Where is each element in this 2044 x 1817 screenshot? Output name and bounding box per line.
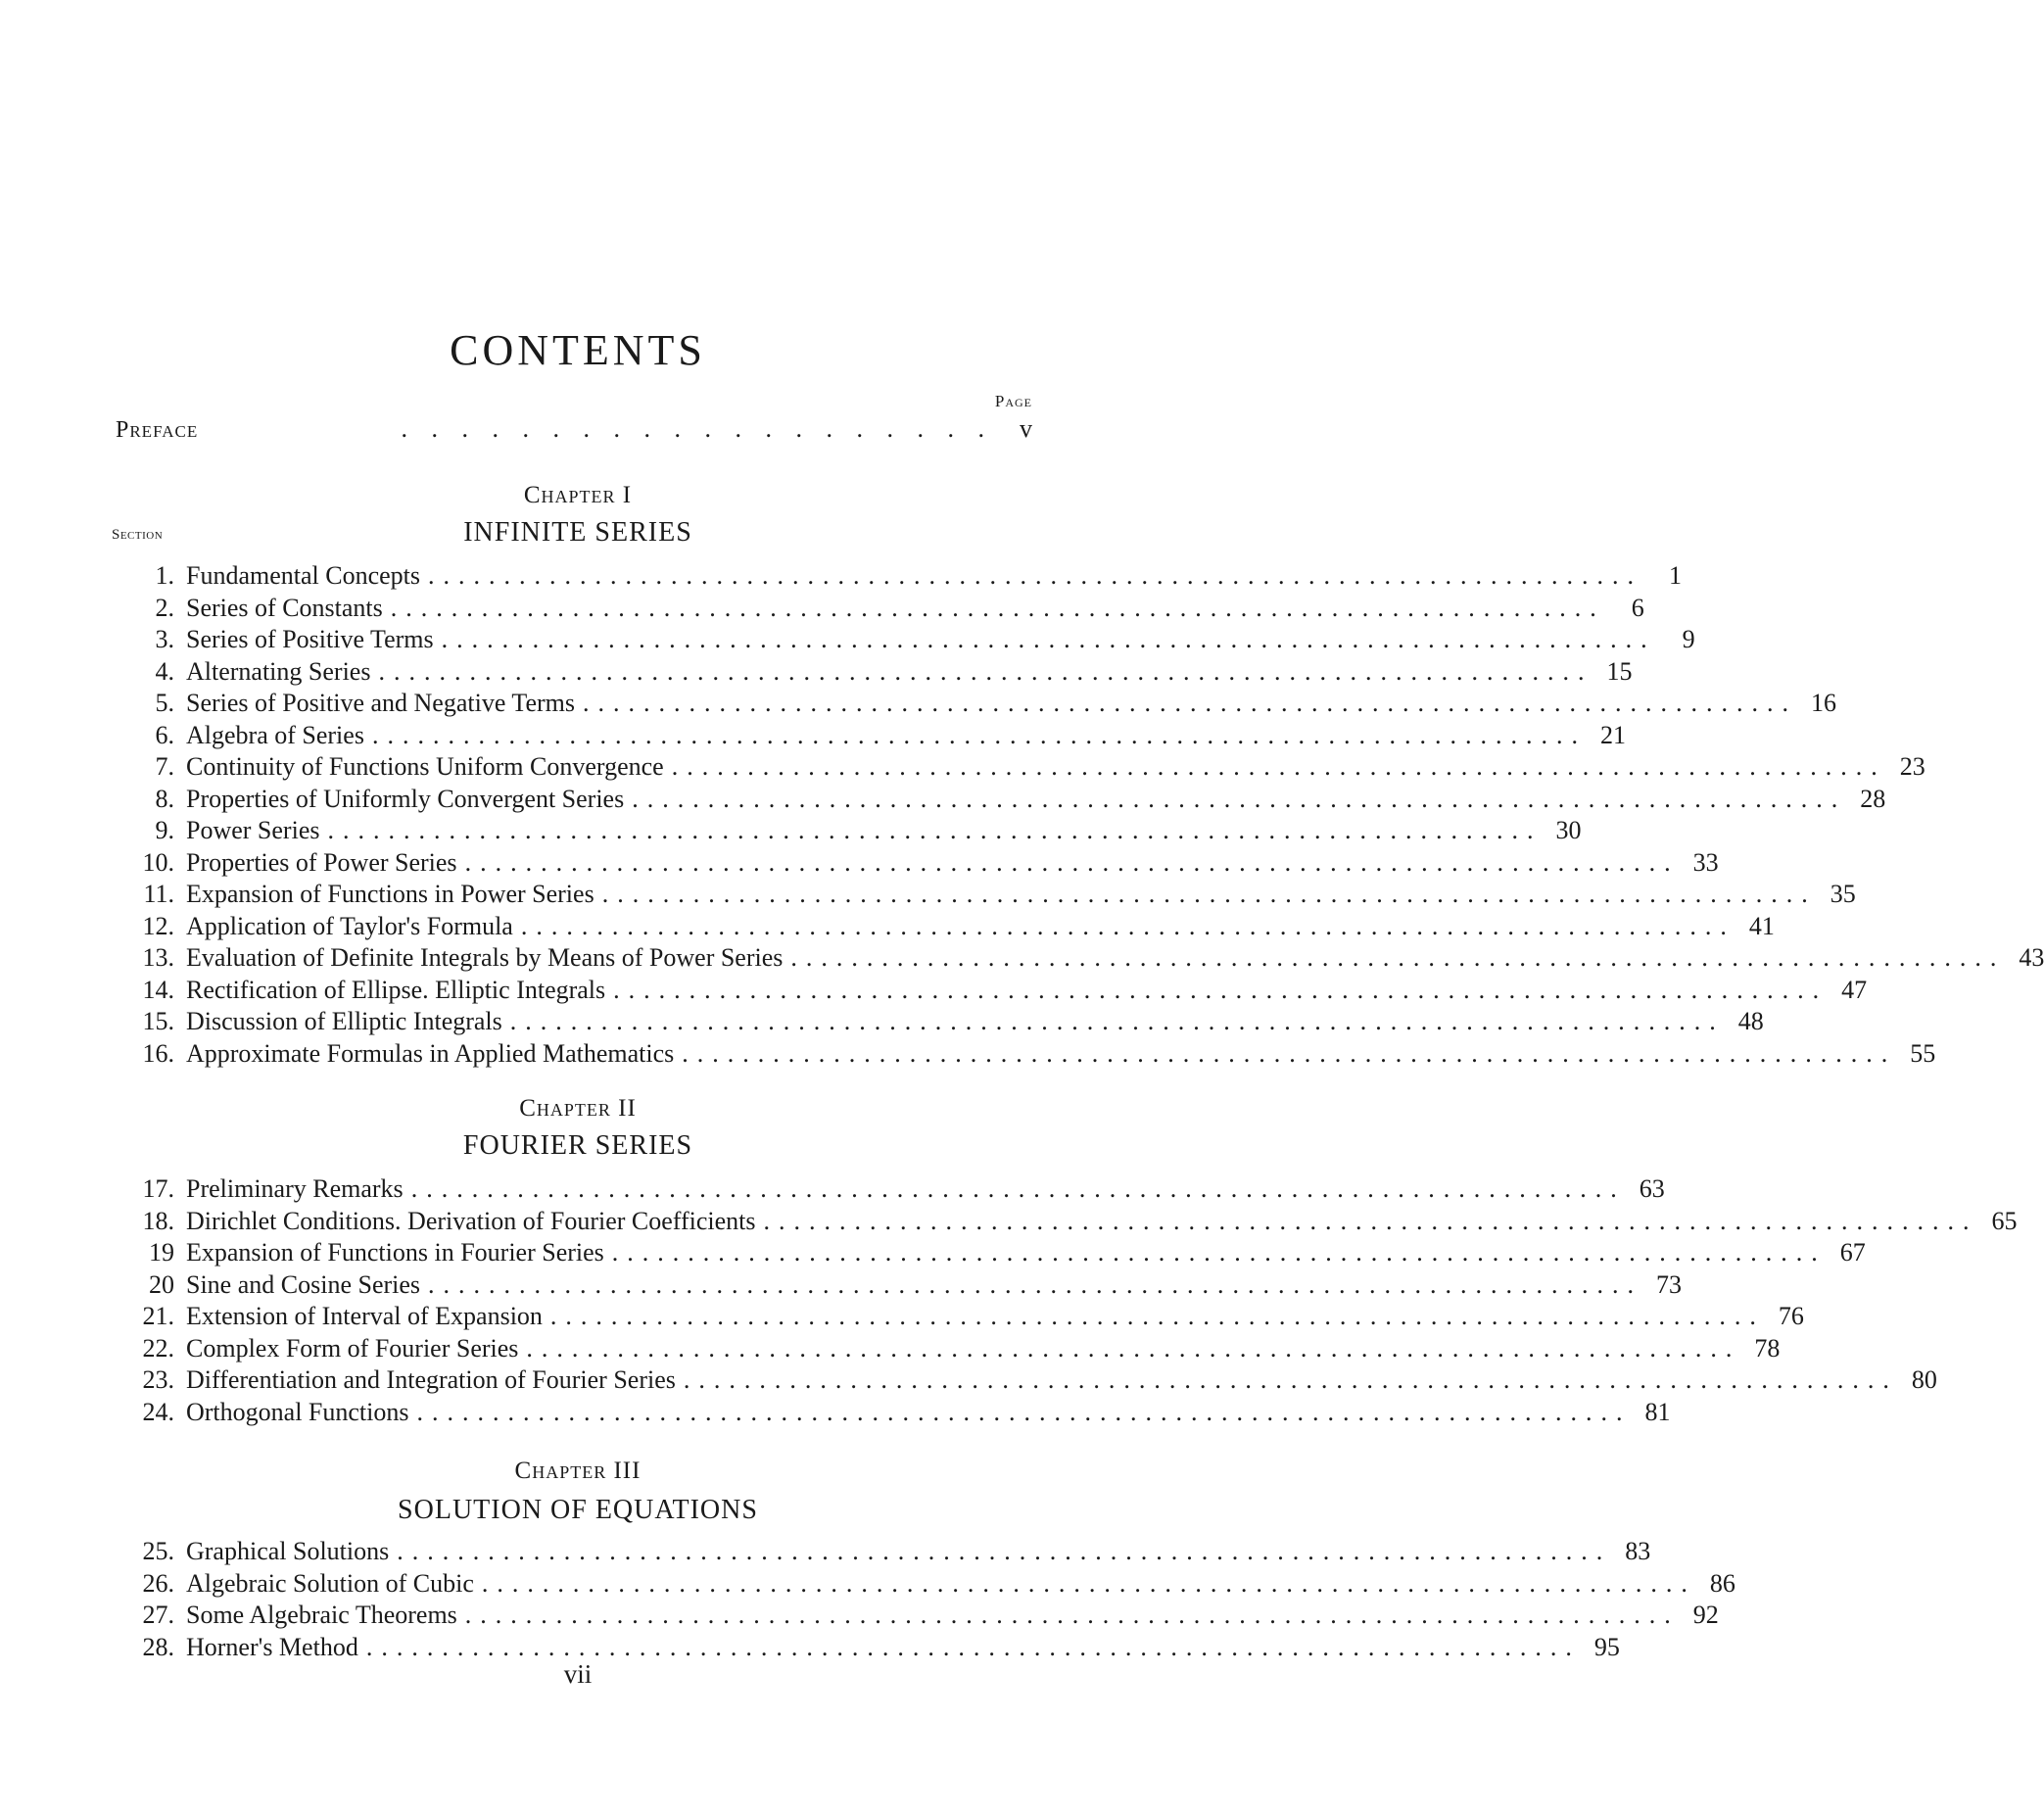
dot-leader: ................................................................................ xyxy=(397,1537,1612,1565)
toc-entry-number: 17. xyxy=(142,1174,174,1203)
toc-entry-title: Extension of Interval of Expansion xyxy=(186,1302,543,1330)
toc-entry-page: 16 xyxy=(1811,689,1837,717)
toc-entry-title: Discussion of Elliptic Integrals xyxy=(186,1007,502,1035)
dot-leader: ................................................................................ xyxy=(509,1007,1725,1035)
page-title: CONTENTS xyxy=(450,326,706,374)
toc-entry-title: Fundamental Concepts xyxy=(186,561,421,590)
chapter-2-title: FOURIER SERIES xyxy=(462,1130,693,1161)
toc-entry-title: Properties of Uniformly Convergent Series xyxy=(186,784,625,813)
toc-entry-number: 7. xyxy=(155,752,174,781)
dot-leader: ................................................................................ xyxy=(378,656,1593,686)
toc-entry-title: Continuity of Functions Uniform Convergence xyxy=(186,752,664,781)
toc-entry-page: 15 xyxy=(1606,656,1633,686)
dot-leader: ................................................................................ xyxy=(481,1568,1696,1598)
toc-entry[interactable] xyxy=(116,1006,1764,1037)
toc-entry[interactable] xyxy=(116,1333,1781,1364)
toc-entry[interactable] xyxy=(116,975,1868,1006)
toc-entry-number: 25. xyxy=(142,1537,174,1565)
toc-entry[interactable] xyxy=(116,560,1683,592)
toc-entry[interactable] xyxy=(116,1364,1937,1396)
toc-entry-page: 63 xyxy=(1639,1174,1665,1203)
toc-entry-number: 23. xyxy=(142,1365,174,1394)
toc-entry-page: 1 xyxy=(1669,561,1683,590)
toc-entry-number: 21. xyxy=(142,1302,174,1330)
toc-entry[interactable] xyxy=(116,911,1775,942)
toc-entry[interactable] xyxy=(116,1301,1804,1332)
toc-entry-page: 23 xyxy=(1899,752,1925,781)
page-column-label: Page xyxy=(994,392,1032,410)
dot-leader: ................................................................................ xyxy=(601,880,1817,908)
toc-entry-title: Differentiation and Integration of Fourier Series xyxy=(186,1365,676,1394)
toc-entry[interactable] xyxy=(116,624,1695,655)
toc-entry-number: 5. xyxy=(155,689,174,717)
dot-leader: ................................................................................ xyxy=(763,1206,1978,1235)
dot-leader: ................................................................................ xyxy=(416,1397,1632,1426)
toc-entry-number: 12. xyxy=(142,911,174,940)
toc-entry-title: Preliminary Remarks xyxy=(186,1174,404,1203)
toc-entry-number: 15. xyxy=(142,1007,174,1035)
dot-leader: ................................................................................ xyxy=(327,816,1543,844)
toc-entry-page: 33 xyxy=(1692,847,1719,877)
dot-leader: ................................................................................ xyxy=(549,1302,1765,1330)
toc-entry-title: Expansion of Functions in Power Series xyxy=(186,880,594,908)
dot-leader: ................................................................................ xyxy=(583,689,1798,717)
toc-entry-title: Algebraic Solution of Cubic xyxy=(186,1568,474,1598)
toc-entry-page: 80 xyxy=(1911,1365,1937,1394)
toc-entry-number: 27. xyxy=(142,1601,174,1629)
dot-leader: ................................................................................ xyxy=(371,720,1587,749)
toc-entry-page: 21 xyxy=(1599,720,1626,749)
toc-entry[interactable] xyxy=(116,1568,1735,1600)
toc-entry-number: 4. xyxy=(155,656,174,686)
dot-leader: ................................................................................ xyxy=(613,975,1829,1004)
section-column-label: Section xyxy=(112,527,164,543)
toc-entry-page: 83 xyxy=(1625,1537,1651,1565)
dot-leader: ................................................................................ xyxy=(683,1365,1898,1394)
toc-entry-page: 43 xyxy=(2019,943,2044,972)
toc-entry[interactable] xyxy=(116,1237,1866,1268)
toc-entry-number: 10. xyxy=(142,847,174,877)
toc-entry-title: Complex Form of Fourier Series xyxy=(186,1333,519,1363)
dot-leader: ................................................................................ xyxy=(428,561,1643,590)
toc-entry-number: 2. xyxy=(155,593,174,622)
chapter-1-title: INFINITE SERIES xyxy=(463,517,692,548)
toc-entry[interactable] xyxy=(116,688,1837,719)
toc-entry-title: Properties of Power Series xyxy=(186,847,457,877)
dot-leader: ................................................................................ xyxy=(365,1632,1581,1661)
toc-entry-title: Algebra of Series xyxy=(186,720,364,749)
toc-entry[interactable] xyxy=(116,1632,1620,1663)
dot-leader: ................................................................................ xyxy=(632,784,1847,813)
toc-entry-number: 24. xyxy=(142,1397,174,1426)
toc-entry[interactable] xyxy=(116,879,1856,910)
dot-leader: ................................................................................ xyxy=(410,1174,1626,1203)
toc-entry-title: Expansion of Functions in Fourier Series xyxy=(186,1238,604,1267)
toc-entry-preface[interactable] xyxy=(116,413,1032,445)
chapter-2-label: Chapter II xyxy=(519,1095,637,1122)
toc-entry[interactable] xyxy=(116,720,1626,751)
toc-entry-page: 9 xyxy=(1682,625,1695,653)
toc-entry-title: Series of Positive Terms xyxy=(186,625,434,653)
toc-entry-title: Graphical Solutions xyxy=(186,1537,390,1565)
toc-entry-title: Series of Positive and Negative Terms xyxy=(186,689,576,717)
toc-entry-page: 48 xyxy=(1737,1007,1764,1035)
dot-leader: ................................................................................ xyxy=(611,1238,1827,1267)
toc-entry[interactable] xyxy=(116,815,1582,846)
toc-entry-page: 6 xyxy=(1631,593,1644,622)
toc-entry-page: 95 xyxy=(1593,1632,1620,1661)
toc-entry-title: Some Algebraic Theorems xyxy=(186,1601,457,1629)
toc-entry-title: Orthogonal Functions xyxy=(186,1397,409,1426)
toc-entry-number: 19 xyxy=(149,1238,174,1267)
toc-entry-number: 13. xyxy=(142,943,174,972)
toc-entry-title: Horner's Method xyxy=(186,1632,358,1661)
toc-entry-title: Alternating Series xyxy=(186,656,371,686)
toc-entry-title: Preface xyxy=(116,417,199,443)
toc-entry-page: 67 xyxy=(1839,1238,1866,1267)
toc-entry[interactable] xyxy=(116,1038,1936,1070)
toc-entry-page: 81 xyxy=(1644,1397,1671,1426)
dot-leader: ................................................................................ xyxy=(671,752,1886,781)
toc-entry[interactable] xyxy=(116,1397,1671,1428)
dot-leader: ................................................................................ xyxy=(682,1038,1897,1068)
toc-entry-page: v xyxy=(1020,414,1032,443)
toc-entry[interactable] xyxy=(116,751,1925,783)
toc-entry-page: 76 xyxy=(1778,1302,1804,1330)
toc-entry-title: Rectification of Ellipse. Elliptic Integrals xyxy=(186,975,606,1004)
dot-leader: ................................................................................ xyxy=(790,943,2006,972)
toc-entry-title: Power Series xyxy=(186,816,320,844)
toc-entry-title: Dirichlet Conditions. Derivation of Fourier Coefficients xyxy=(186,1206,756,1235)
toc-entry-number: 28. xyxy=(142,1632,174,1661)
toc-entry-number: 8. xyxy=(155,784,174,813)
toc-entry-page: 41 xyxy=(1748,911,1775,940)
chapter-3-title: SOLUTION OF EQUATIONS xyxy=(398,1495,758,1525)
chapter-1-label: Chapter I xyxy=(523,482,633,508)
dot-leader: ................................................................................ xyxy=(464,847,1680,877)
toc-entry[interactable] xyxy=(116,593,1644,624)
toc-entry[interactable] xyxy=(116,784,1886,815)
dot-leader: ................................................................................ xyxy=(520,911,1735,940)
toc-entry[interactable] xyxy=(116,847,1719,879)
toc-entry[interactable] xyxy=(116,942,2044,974)
toc-entry-number: 22. xyxy=(142,1333,174,1363)
toc-entry-page: 65 xyxy=(1991,1206,2018,1235)
toc-entry[interactable] xyxy=(116,1269,1683,1301)
toc-entry-number: 20 xyxy=(149,1269,174,1299)
toc-entry-title: Application of Taylor's Formula xyxy=(186,911,513,940)
dot-leader: ................................................................................ xyxy=(526,1333,1741,1363)
dot-leader: ................................................................................ xyxy=(428,1269,1643,1299)
toc-entry-title: Approximate Formulas in Applied Mathematics xyxy=(186,1038,675,1068)
toc-entry-page: 55 xyxy=(1910,1038,1936,1068)
toc-entry-title: Series of Constants xyxy=(186,593,383,622)
toc-entry-page: 92 xyxy=(1692,1601,1719,1629)
toc-entry-number: 14. xyxy=(142,975,174,1004)
toc-entry-number: 16. xyxy=(142,1038,174,1068)
toc-entry[interactable] xyxy=(116,1173,1665,1205)
toc-entry-title: Sine and Cosine Series xyxy=(186,1269,421,1299)
toc-entry-number: 3. xyxy=(155,625,174,653)
toc-entry[interactable] xyxy=(116,656,1633,688)
toc-entry-number: 26. xyxy=(142,1568,174,1598)
toc-entry[interactable] xyxy=(116,1536,1651,1567)
toc-entry-number: 9. xyxy=(155,816,174,844)
toc-entry-page: 35 xyxy=(1830,880,1856,908)
toc-entry-page: 47 xyxy=(1841,975,1868,1004)
toc-entry-page: 86 xyxy=(1709,1568,1735,1598)
dot-leader: ................................................................................ xyxy=(441,625,1656,653)
dot-leader: . . . . . . . . . . . . . . . . . . . . xyxy=(401,414,993,443)
toc-entry-page: 78 xyxy=(1754,1333,1781,1363)
toc-entry-number: 6. xyxy=(155,720,174,749)
page-number: vii xyxy=(563,1659,593,1689)
chapter-3-label: Chapter III xyxy=(514,1458,642,1484)
dot-leader: ................................................................................ xyxy=(390,593,1605,622)
toc-entry-number: 11. xyxy=(143,880,174,908)
toc-entry-page: 30 xyxy=(1555,816,1582,844)
toc-entry-page: 28 xyxy=(1860,784,1886,813)
toc-entry-page: 73 xyxy=(1656,1269,1683,1299)
toc-entry[interactable] xyxy=(116,1206,2018,1237)
toc-entry[interactable] xyxy=(116,1600,1719,1631)
toc-entry-number: 18. xyxy=(142,1206,174,1235)
toc-entry-title: Evaluation of Definite Integrals by Means of Power Series xyxy=(186,943,784,972)
toc-entry-number: 1. xyxy=(155,561,174,590)
dot-leader: ................................................................................ xyxy=(464,1601,1680,1629)
